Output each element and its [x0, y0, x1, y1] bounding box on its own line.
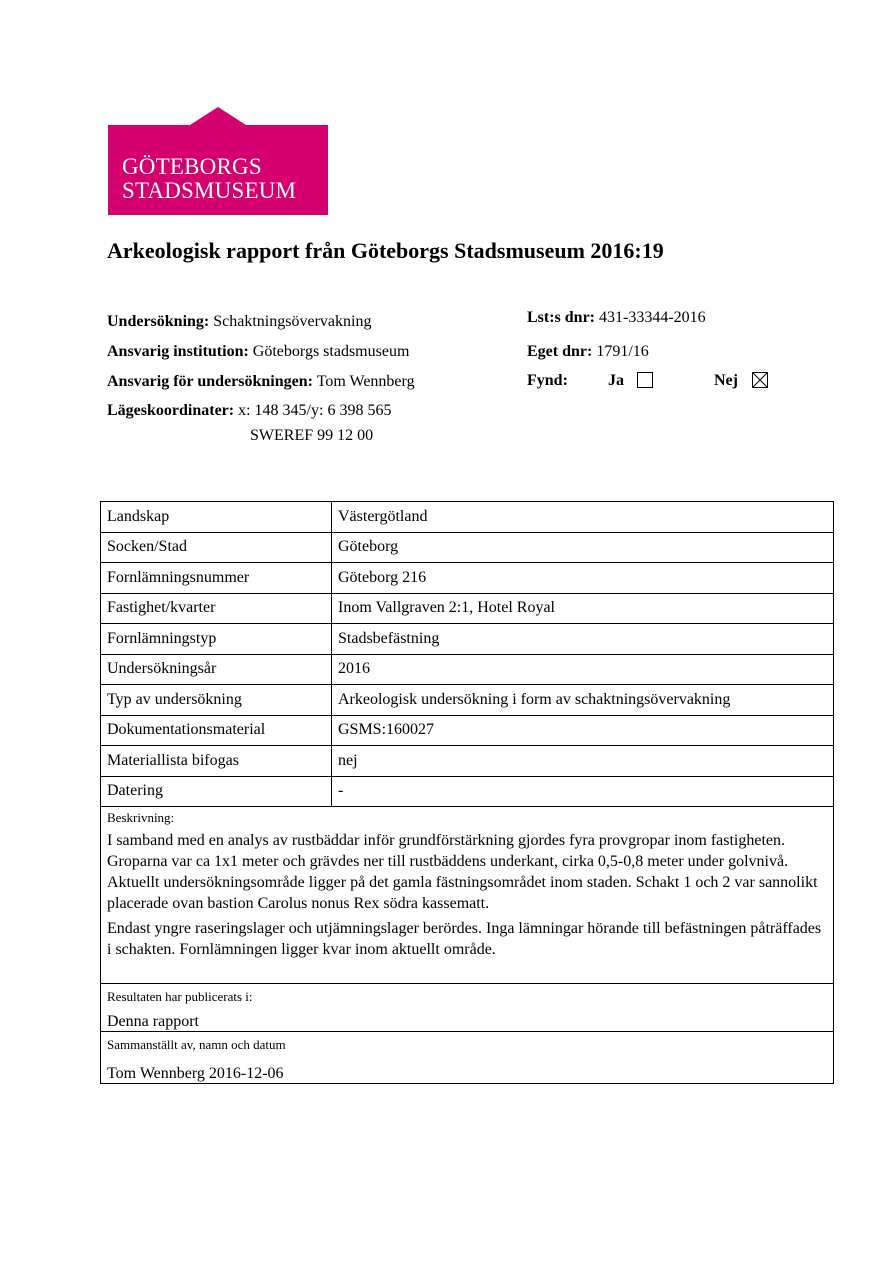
- table-key-cell: Typ av undersökning: [101, 685, 332, 716]
- fynd-label: Fynd:: [527, 372, 568, 389]
- publicerats-box: [100, 984, 834, 1032]
- meta-lst-dnr-label: Lst:s dnr:: [527, 309, 596, 326]
- fynd-nej-checkbox[interactable]: [752, 372, 768, 388]
- logo-line-2: STADSMUSEUM: [122, 178, 297, 203]
- meta-eget-dnr-value: 1791/16: [596, 343, 649, 360]
- table-value-cell: Göteborg 216: [332, 563, 834, 594]
- table-key-cell: Landskap: [101, 502, 332, 533]
- table-key-cell: Undersökningsår: [101, 654, 332, 685]
- fynd-ja-label: Ja: [608, 372, 624, 389]
- table-value-cell: GSMS:160027: [332, 715, 834, 746]
- meta-lst-dnr-value: 431-33344-2016: [599, 309, 706, 326]
- table-key-cell: Socken/Stad: [101, 532, 332, 563]
- table-row: [101, 532, 834, 563]
- meta-lst-dnr: [527, 308, 706, 328]
- table-value-cell: Stadsbefästning: [332, 624, 834, 655]
- table-value-cell: 2016: [332, 654, 834, 685]
- sammanstallt-value: Tom Wennberg 2016-12-06: [107, 1065, 284, 1082]
- report-title: Arkeologisk rapport från Göteborgs Stadsmuseum 2016:19: [107, 238, 664, 263]
- table-key-cell: Dokumentationsmaterial: [101, 715, 332, 746]
- table-key-cell: Fastighet/kvarter: [101, 593, 332, 624]
- info-table-body: [101, 502, 834, 807]
- meta-institution-label: Ansvarig institution:: [107, 343, 249, 360]
- info-table: [100, 501, 834, 807]
- table-key-cell: Materiallista bifogas: [101, 746, 332, 777]
- publicerats-label: Resultaten har publicerats i:: [107, 989, 253, 1004]
- table-row: [101, 593, 834, 624]
- table-row: [101, 624, 834, 655]
- publicerats-value: Denna rapport: [107, 1013, 199, 1030]
- meta-undersokning-label: Undersökning:: [107, 313, 210, 330]
- meta-undersokning-value: Schaktningsövervakning: [213, 313, 372, 330]
- sammanstallt-box: [100, 1032, 834, 1084]
- meta-eget-dnr: [527, 342, 649, 362]
- beskrivning-paragraph-1: I samband med en analys av rustbäddar inför grundförstärkning gjordes fyra provgropar inom fastigheten. Groparna var ca 1x1 meter och grävdes ner till rustbäddens underkant, cirka 0,5-0,8 meter under golvnivå. Aktuellt undersökningsområde ligger på det gamla fästningsområdet inom staden. Schakt 1 och 2 var sannolikt placerade ovan bastion Carolus nonus Rex södra kassematt.: [107, 832, 818, 912]
- table-row: [101, 776, 834, 807]
- beskrivning-box: [100, 806, 834, 984]
- meta-koordinater-value: x: 148 345/y: 6 398 565: [238, 402, 392, 419]
- table-value-cell: Göteborg: [332, 532, 834, 563]
- table-row: [101, 563, 834, 594]
- checkbox-cross-icon: [753, 373, 767, 387]
- meta-ansvarig-value: Tom Wennberg: [316, 373, 415, 390]
- meta-koordinatsystem: SWEREF 99 12 00: [250, 427, 374, 444]
- logo-line-1: GÖTEBORGS: [122, 154, 262, 179]
- table-value-cell: -: [332, 776, 834, 807]
- table-row: [101, 502, 834, 533]
- table-value-cell: Västergötland: [332, 502, 834, 533]
- meta-koordinater-label: Lägeskoordinater:: [107, 402, 235, 419]
- fynd-nej-label: Nej: [714, 372, 738, 389]
- table-value-cell: Arkeologisk undersökning i form av schaktningsövervakning: [332, 685, 834, 716]
- fynd-ja-checkbox[interactable]: [637, 372, 653, 388]
- sammanstallt-label: Sammanställt av, namn och datum: [107, 1037, 286, 1052]
- table-key-cell: Fornlämningstyp: [101, 624, 332, 655]
- meta-ansvarig-label: Ansvarig för undersökningen:: [107, 373, 313, 390]
- table-key-cell: Fornlämningsnummer: [101, 563, 332, 594]
- beskrivning-paragraph-2: Endast yngre raseringslager och utjämningslager berördes. Inga lämningar hörande till befästningen påträffades i schakten. Fornlämningen ligger kvar inom aktuellt område.: [107, 920, 822, 958]
- meta-koordinater: [107, 401, 391, 421]
- table-key-cell: Datering: [101, 776, 332, 807]
- logo-text: [122, 155, 296, 203]
- table-row: [101, 685, 834, 716]
- beskrivning-label: Beskrivning:: [107, 810, 175, 825]
- meta-institution-value: Göteborgs stadsmuseum: [252, 343, 410, 360]
- table-row: [101, 654, 834, 685]
- meta-ansvarig: [107, 372, 415, 392]
- meta-undersokning: [107, 312, 371, 332]
- table-row: [101, 715, 834, 746]
- table-value-cell: nej: [332, 746, 834, 777]
- table-row: [101, 746, 834, 777]
- meta-eget-dnr-label: Eget dnr:: [527, 343, 593, 360]
- museum-logo: [108, 107, 328, 215]
- table-value-cell: Inom Vallgraven 2:1, Hotel Royal: [332, 593, 834, 624]
- meta-institution: [107, 342, 409, 362]
